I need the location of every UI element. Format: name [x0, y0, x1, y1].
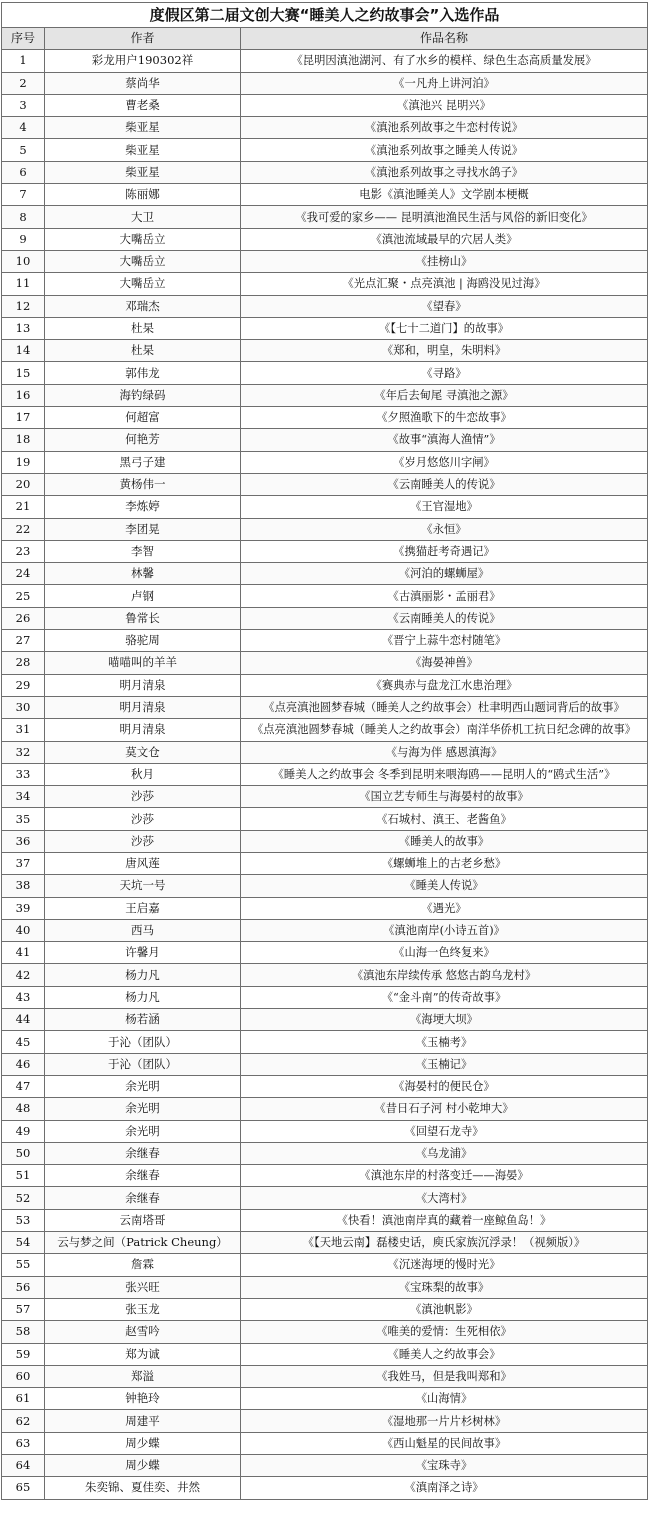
- work-title-cell: 《昆明因滇池湖河、有了水乡的模样、绿色生态高质量发展》: [241, 50, 648, 72]
- row-number-cell: 22: [2, 518, 45, 540]
- table-row: [2, 1165, 648, 1187]
- author-cell: 卢钢: [45, 585, 241, 607]
- work-title-cell: 《滇池帆影》: [241, 1298, 648, 1320]
- author-cell: 李炼婷: [45, 496, 241, 518]
- row-number-cell: 31: [2, 719, 45, 741]
- row-number-cell: 64: [2, 1455, 45, 1477]
- author-cell: 周少蝶: [45, 1432, 241, 1454]
- table-row: [2, 184, 648, 206]
- work-title-cell: 电影《滇池睡美人》文学剧本梗概: [241, 184, 648, 206]
- work-title-cell: 《滇池东岸的村落变迁——海晏》: [241, 1165, 648, 1187]
- table-row: [2, 273, 648, 295]
- work-title-cell: 《唯美的爱情：生死相依》: [241, 1321, 648, 1343]
- table-row: [2, 1120, 648, 1142]
- work-title-cell: 《滇池系列故事之睡美人传说》: [241, 139, 648, 161]
- author-cell: 曹老桑: [45, 94, 241, 116]
- work-title-cell: 《沉迷海埂的慢时光》: [241, 1254, 648, 1276]
- work-title-cell: 《乌龙浦》: [241, 1142, 648, 1164]
- row-number-cell: 32: [2, 741, 45, 763]
- table-row: [2, 407, 648, 429]
- author-cell: 杜杲: [45, 317, 241, 339]
- row-number-cell: 58: [2, 1321, 45, 1343]
- work-title-cell: 《云南睡美人的传说》: [241, 473, 648, 495]
- work-title-cell: 《海晏神兽》: [241, 652, 648, 674]
- row-number-cell: 7: [2, 184, 45, 206]
- author-cell: 余光明: [45, 1075, 241, 1097]
- work-title-cell: 《睡美人之约故事会 冬季到昆明来喂海鸥——昆明人的“鸥式生活”》: [241, 763, 648, 785]
- row-number-cell: 61: [2, 1388, 45, 1410]
- table-row: [2, 317, 648, 339]
- author-cell: 余光明: [45, 1120, 241, 1142]
- row-number-cell: 33: [2, 763, 45, 785]
- row-number-cell: 39: [2, 897, 45, 919]
- row-number-cell: 30: [2, 696, 45, 718]
- row-number-cell: 21: [2, 496, 45, 518]
- table-row: [2, 496, 648, 518]
- work-title-cell: 《大湾村》: [241, 1187, 648, 1209]
- row-number-cell: 46: [2, 1053, 45, 1075]
- row-number-cell: 62: [2, 1410, 45, 1432]
- table-row: [2, 1410, 648, 1432]
- author-cell: 邓瑞杰: [45, 295, 241, 317]
- table-row: [2, 1432, 648, 1454]
- work-title-cell: 《快看！滇池南岸真的藏着一座鲸鱼岛！》: [241, 1209, 648, 1231]
- row-number-cell: 20: [2, 473, 45, 495]
- row-number-cell: 23: [2, 540, 45, 562]
- table-row: [2, 94, 648, 116]
- row-number-cell: 36: [2, 830, 45, 852]
- author-cell: 彩龙用户190302祥: [45, 50, 241, 72]
- table-row: [2, 630, 648, 652]
- table-row: [2, 585, 648, 607]
- work-title-cell: 《点亮滇池圆梦春城（睡美人之约故事会）南洋华侨机工抗日纪念碑的故事》: [241, 719, 648, 741]
- author-cell: 沙莎: [45, 830, 241, 852]
- row-number-cell: 51: [2, 1165, 45, 1187]
- author-cell: 大嘴岳立: [45, 273, 241, 295]
- row-number-cell: 4: [2, 117, 45, 139]
- work-title-cell: 《回望石龙寺》: [241, 1120, 648, 1142]
- table-row: [2, 1477, 648, 1499]
- row-number-cell: 49: [2, 1120, 45, 1142]
- author-cell: 明月清泉: [45, 719, 241, 741]
- author-cell: 柴亚星: [45, 161, 241, 183]
- table-row: [2, 741, 648, 763]
- author-cell: 天坑一号: [45, 875, 241, 897]
- author-cell: 明月清泉: [45, 674, 241, 696]
- work-title-cell: 《光点汇聚・点亮滇池 | 海鸥没见过海》: [241, 273, 648, 295]
- author-cell: 明月清泉: [45, 696, 241, 718]
- table-row: [2, 295, 648, 317]
- author-cell: 张兴旺: [45, 1276, 241, 1298]
- work-title-cell: 《挂榜山》: [241, 250, 648, 272]
- work-title-cell: 《滇池系列故事之牛恋村传说》: [241, 117, 648, 139]
- work-title-cell: 《石城村、滇王、老酱鱼》: [241, 808, 648, 830]
- author-cell: 詹霖: [45, 1254, 241, 1276]
- author-cell: 王启嘉: [45, 897, 241, 919]
- table-body: [2, 50, 648, 1499]
- header-no: 序号: [2, 28, 45, 50]
- work-title-cell: 《玉楠考》: [241, 1031, 648, 1053]
- work-title-cell: 《海晏村的便民仓》: [241, 1075, 648, 1097]
- table-row: [2, 1455, 648, 1477]
- table-row: [2, 897, 648, 919]
- table-row: [2, 964, 648, 986]
- table-title: 度假区第二届文创大赛“睡美人之约故事会”入选作品: [2, 3, 648, 28]
- table-row: [2, 228, 648, 250]
- table-row: [2, 1298, 648, 1320]
- work-title-cell: 《玉楠记》: [241, 1053, 648, 1075]
- author-cell: 大嘴岳立: [45, 228, 241, 250]
- work-title-cell: 《山海情》: [241, 1388, 648, 1410]
- author-cell: 杨力凡: [45, 986, 241, 1008]
- row-number-cell: 28: [2, 652, 45, 674]
- work-title-cell: 《【天地云南】磊楼史话，庾氏家族沉浮录！（视频版）》: [241, 1232, 648, 1254]
- table-row: [2, 72, 648, 94]
- work-title-cell: 《滇池兴 昆明兴》: [241, 94, 648, 116]
- author-cell: 郑为诚: [45, 1343, 241, 1365]
- work-title-cell: 《睡美人之约故事会》: [241, 1343, 648, 1365]
- row-number-cell: 63: [2, 1432, 45, 1454]
- row-number-cell: 57: [2, 1298, 45, 1320]
- row-number-cell: 11: [2, 273, 45, 295]
- author-cell: 杨力凡: [45, 964, 241, 986]
- row-number-cell: 42: [2, 964, 45, 986]
- row-number-cell: 65: [2, 1477, 45, 1499]
- table-row: [2, 117, 648, 139]
- table-row: [2, 674, 648, 696]
- work-title-cell: 《郑和，明皇，朱明料》: [241, 340, 648, 362]
- row-number-cell: 55: [2, 1254, 45, 1276]
- table-row: [2, 540, 648, 562]
- row-number-cell: 6: [2, 161, 45, 183]
- row-number-cell: 59: [2, 1343, 45, 1365]
- work-title-cell: 《滇池系列故事之寻找水鸽子》: [241, 161, 648, 183]
- work-title-cell: 《“金斗南”的传奇故事》: [241, 986, 648, 1008]
- table-row: [2, 1209, 648, 1231]
- author-cell: 余光明: [45, 1098, 241, 1120]
- work-title-cell: 《一凡舟上讲河泊》: [241, 72, 648, 94]
- author-cell: 沙莎: [45, 808, 241, 830]
- author-cell: 海钓绿码: [45, 384, 241, 406]
- table-row: [2, 250, 648, 272]
- work-title-cell: 《宝珠梨的故事》: [241, 1276, 648, 1298]
- table-row: [2, 362, 648, 384]
- row-number-cell: 38: [2, 875, 45, 897]
- table-row: [2, 1321, 648, 1343]
- work-title-cell: 《滇池南岸(小诗五首)》: [241, 919, 648, 941]
- row-number-cell: 19: [2, 451, 45, 473]
- author-cell: 陈丽娜: [45, 184, 241, 206]
- table-row: [2, 919, 648, 941]
- work-title-cell: 《河泊的螺蛳屋》: [241, 563, 648, 585]
- work-title-cell: 《国立艺专师生与海晏村的故事》: [241, 786, 648, 808]
- work-title-cell: 《西山魁星的民间故事》: [241, 1432, 648, 1454]
- work-title-cell: 《睡美人传说》: [241, 875, 648, 897]
- author-cell: 秋月: [45, 763, 241, 785]
- row-number-cell: 1: [2, 50, 45, 72]
- work-title-cell: 《云南睡美人的传说》: [241, 607, 648, 629]
- table-row: [2, 786, 648, 808]
- row-number-cell: 13: [2, 317, 45, 339]
- author-cell: 骆驼周: [45, 630, 241, 652]
- author-cell: 钟艳玲: [45, 1388, 241, 1410]
- row-number-cell: 50: [2, 1142, 45, 1164]
- table-row: [2, 652, 648, 674]
- row-number-cell: 37: [2, 852, 45, 874]
- table-row: [2, 1098, 648, 1120]
- author-cell: 李团晃: [45, 518, 241, 540]
- author-cell: 于沁（团队）: [45, 1053, 241, 1075]
- table-row: [2, 1365, 648, 1387]
- author-cell: 喵喵叫的羊羊: [45, 652, 241, 674]
- work-title-cell: 《年后去甸尾 寻滇池之源》: [241, 384, 648, 406]
- author-cell: 黑弓子建: [45, 451, 241, 473]
- author-cell: 郑溢: [45, 1365, 241, 1387]
- row-number-cell: 15: [2, 362, 45, 384]
- table-row: [2, 1388, 648, 1410]
- author-cell: 周建平: [45, 1410, 241, 1432]
- row-number-cell: 52: [2, 1187, 45, 1209]
- work-title-cell: 《岁月悠悠川字闸》: [241, 451, 648, 473]
- author-cell: 黄杨伟一: [45, 473, 241, 495]
- work-title-cell: 《与海为伴 感恩滇海》: [241, 741, 648, 763]
- table-row: [2, 451, 648, 473]
- row-number-cell: 14: [2, 340, 45, 362]
- author-cell: 郭伟龙: [45, 362, 241, 384]
- work-title-cell: 《【七十二道门】的故事》: [241, 317, 648, 339]
- table-row: [2, 1053, 648, 1075]
- document-sheet: [1, 2, 647, 1500]
- work-title-cell: 《遇光》: [241, 897, 648, 919]
- row-number-cell: 5: [2, 139, 45, 161]
- table-row: [2, 50, 648, 72]
- table-row: [2, 161, 648, 183]
- work-title-cell: 《古滇丽影・孟丽君》: [241, 585, 648, 607]
- row-number-cell: 24: [2, 563, 45, 585]
- row-number-cell: 29: [2, 674, 45, 696]
- row-number-cell: 41: [2, 942, 45, 964]
- table-row: [2, 942, 648, 964]
- table-row: [2, 429, 648, 451]
- author-cell: 大嘴岳立: [45, 250, 241, 272]
- work-title-cell: 《滇南泽之诗》: [241, 1477, 648, 1499]
- author-cell: 余继春: [45, 1142, 241, 1164]
- table-row: [2, 1031, 648, 1053]
- author-cell: 杨若涵: [45, 1009, 241, 1031]
- author-cell: 许馨月: [45, 942, 241, 964]
- author-cell: 大卫: [45, 206, 241, 228]
- header-author: 作者: [45, 28, 241, 50]
- author-cell: 朱奕锦、夏佳奕、井然: [45, 1477, 241, 1499]
- table-row: [2, 1343, 648, 1365]
- row-number-cell: 12: [2, 295, 45, 317]
- row-number-cell: 26: [2, 607, 45, 629]
- table-row: [2, 852, 648, 874]
- work-title-cell: 《昔日石子河 村小乾坤大》: [241, 1098, 648, 1120]
- row-number-cell: 10: [2, 250, 45, 272]
- table-row: [2, 384, 648, 406]
- table-row: [2, 808, 648, 830]
- author-cell: 余继春: [45, 1187, 241, 1209]
- row-number-cell: 18: [2, 429, 45, 451]
- author-cell: 李智: [45, 540, 241, 562]
- work-title-cell: 《永恒》: [241, 518, 648, 540]
- table-row: [2, 518, 648, 540]
- author-cell: 蔡尚华: [45, 72, 241, 94]
- entries-table: [1, 2, 648, 1500]
- work-title-cell: 《点亮滇池圆梦春城（睡美人之约故事会）杜聿明西山题词背后的故事》: [241, 696, 648, 718]
- table-row: [2, 1009, 648, 1031]
- author-cell: 林馨: [45, 563, 241, 585]
- table-row: [2, 830, 648, 852]
- author-cell: 鲁常长: [45, 607, 241, 629]
- work-title-cell: 《王官湿地》: [241, 496, 648, 518]
- author-cell: 柴亚星: [45, 139, 241, 161]
- row-number-cell: 17: [2, 407, 45, 429]
- work-title-cell: 《赛典赤与盘龙江水患治理》: [241, 674, 648, 696]
- table-row: [2, 875, 648, 897]
- work-title-cell: 《山海一色终复来》: [241, 942, 648, 964]
- table-row: [2, 986, 648, 1008]
- row-number-cell: 40: [2, 919, 45, 941]
- row-number-cell: 34: [2, 786, 45, 808]
- row-number-cell: 48: [2, 1098, 45, 1120]
- work-title-cell: 《望春》: [241, 295, 648, 317]
- row-number-cell: 47: [2, 1075, 45, 1097]
- work-title-cell: 《携猫赶考奇遇记》: [241, 540, 648, 562]
- work-title-cell: 《夕照渔歌下的牛恋故事》: [241, 407, 648, 429]
- author-cell: 云南塔哥: [45, 1209, 241, 1231]
- row-number-cell: 44: [2, 1009, 45, 1031]
- work-title-cell: 《我可爱的家乡—— 昆明滇池渔民生活与风俗的新旧变化》: [241, 206, 648, 228]
- row-number-cell: 16: [2, 384, 45, 406]
- author-cell: 何艳芳: [45, 429, 241, 451]
- work-title-cell: 《滇池流域最早的穴居人类》: [241, 228, 648, 250]
- work-title-cell: 《寻路》: [241, 362, 648, 384]
- table-row: [2, 1254, 648, 1276]
- table-row: [2, 607, 648, 629]
- table-row: [2, 1276, 648, 1298]
- table-row: [2, 696, 648, 718]
- author-cell: 莫文仓: [45, 741, 241, 763]
- table-row: [2, 1187, 648, 1209]
- table-row: [2, 139, 648, 161]
- work-title-cell: 《螺蛳堆上的古老乡愁》: [241, 852, 648, 874]
- table-row: [2, 719, 648, 741]
- table-row: [2, 340, 648, 362]
- author-cell: 西马: [45, 919, 241, 941]
- table-row: [2, 763, 648, 785]
- author-cell: 周少蝶: [45, 1455, 241, 1477]
- work-title-cell: 《睡美人的故事》: [241, 830, 648, 852]
- table-row: [2, 1075, 648, 1097]
- work-title-cell: 《我姓马，但是我叫郑和》: [241, 1365, 648, 1387]
- table-row: [2, 206, 648, 228]
- work-title-cell: 《宝珠寺》: [241, 1455, 648, 1477]
- author-cell: 张玉龙: [45, 1298, 241, 1320]
- author-cell: 沙莎: [45, 786, 241, 808]
- author-cell: 于沁（团队）: [45, 1031, 241, 1053]
- table-row: [2, 473, 648, 495]
- row-number-cell: 9: [2, 228, 45, 250]
- author-cell: 云与梦之间（Patrick Cheung）: [45, 1232, 241, 1254]
- author-cell: 余继春: [45, 1165, 241, 1187]
- row-number-cell: 45: [2, 1031, 45, 1053]
- work-title-cell: 《滇池东岸续传承 悠悠古韵乌龙村》: [241, 964, 648, 986]
- header-work: 作品名称: [241, 28, 648, 50]
- row-number-cell: 3: [2, 94, 45, 116]
- work-title-cell: 《故事“滇海人渔情”》: [241, 429, 648, 451]
- table-row: [2, 1142, 648, 1164]
- author-cell: 唐风莲: [45, 852, 241, 874]
- author-cell: 柴亚星: [45, 117, 241, 139]
- table-row: [2, 1232, 648, 1254]
- work-title-cell: 《海埂大坝》: [241, 1009, 648, 1031]
- author-cell: 赵雪吟: [45, 1321, 241, 1343]
- author-cell: 何超富: [45, 407, 241, 429]
- row-number-cell: 43: [2, 986, 45, 1008]
- author-cell: 杜杲: [45, 340, 241, 362]
- row-number-cell: 35: [2, 808, 45, 830]
- row-number-cell: 54: [2, 1232, 45, 1254]
- row-number-cell: 56: [2, 1276, 45, 1298]
- row-number-cell: 8: [2, 206, 45, 228]
- table-row: [2, 563, 648, 585]
- row-number-cell: 53: [2, 1209, 45, 1231]
- work-title-cell: 《湿地那一片片杉树林》: [241, 1410, 648, 1432]
- row-number-cell: 25: [2, 585, 45, 607]
- row-number-cell: 60: [2, 1365, 45, 1387]
- row-number-cell: 2: [2, 72, 45, 94]
- work-title-cell: 《晋宁上蒜牛恋村随笔》: [241, 630, 648, 652]
- row-number-cell: 27: [2, 630, 45, 652]
